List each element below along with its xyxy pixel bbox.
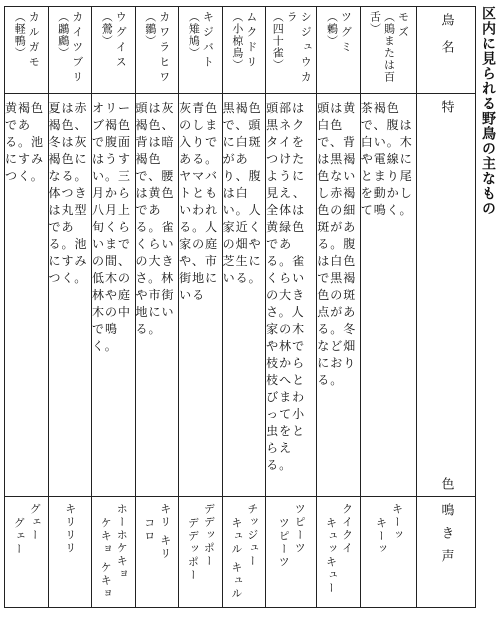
bird-voice: キーッ [374,517,388,556]
bird-voice: キリリリ [63,503,77,555]
bird-name-cell [92,7,136,94]
bird-voice: キュル キュル [229,517,243,601]
bird-feature-text: 頭は灰褐色、背は暗褐色で、腰は黄色である。雀くらいの大きさ。林や市街地にいる。 [135,101,175,336]
page-title: 区内に見られる野鳥の主なもの [480,6,496,216]
bird-feature-cell [179,94,223,497]
bird-feature-text: 黒褐色で、頭に白斑があり、腹は白い。人家近くの畑や芝生にいる。 [222,101,262,285]
header-feature: 特 [438,100,454,113]
bird-voice-cell [5,497,49,608]
bird-name-cell [5,7,49,94]
bird-feature-text: 灰青色のしま入りである。ヤマバトともいわれる。人家の庭や、市街地にいる [179,101,219,302]
header-voice-cell [417,497,476,608]
bird-voice-cell [317,497,361,608]
bird-feature-text: 頭部は黒ネクタイをつけたように見え、全体は黄緑色である。雀くらいの大きさ。人家の木や林で枝から枝へとびまわって小虫をとらえる。 [266,101,306,472]
bird-kanji-name: （軽鴨） [13,11,27,59]
bird-voice-cell [179,497,223,608]
bird-name: モズ [396,11,410,41]
bird-feature-cell [92,94,136,497]
bird-feature-text: 黄褐色である。池にすみつく。 [5,101,45,183]
bird-kanji-name: （雉鳩） [187,11,201,59]
bird-kanji-name: （鸊鷉） [56,11,70,59]
bird-voice: グェー [28,503,42,542]
bird-name-cell [266,7,317,94]
bird-voice-cell [48,497,92,608]
bird-feature-cell [266,94,317,497]
bird-voice-cell [222,497,266,608]
bird-voice: デデッポー [186,517,200,582]
bird-feature-text: 茶褐色で、腹は白い。木や電線にとまり尾を動かして鳴く。 [360,101,413,217]
bird-name-cell [48,7,92,94]
header-voice: 鳴き声 [438,503,454,572]
bird-name-cell [360,7,416,94]
bird-kanji-name: （鵙または百舌） [368,11,396,83]
bird-voice: キリ キリ [158,503,172,561]
bird-kanji-name: （鶫） [325,11,339,47]
bird-feature-text: 頭は黄白色で、背は黒褐色ないし赤褐色の細斑がある。腹は白色で黒褐色の斑点がある。冬など畑におりる。 [317,101,357,387]
bird-feature-cell [222,94,266,497]
bird-voice: ツピーツ [293,503,307,555]
bird-kanji-name: （四十雀） [271,11,285,71]
bird-voice: ツピーツ [277,517,291,569]
bird-name-cell [317,7,361,94]
bird-kanji-name: （小椋鳥） [230,11,244,71]
bird-name-cell [222,7,266,94]
bird-voice-cell [266,497,317,608]
bird-name: シジュウカラ [285,11,313,86]
bird-voice: チッジュー [245,503,259,568]
bird-voice: ホーホケキョ [115,503,129,581]
bird-feature-cell [360,94,416,497]
bird-voice-cell [360,497,416,608]
bird-feature-cell [317,94,361,497]
bird-feature-text: オリーブ褐色で腹面はうすい。三月から八月上旬くらいまでの間、低木の林や庭木の中で鳴く。 [92,101,132,353]
bird-name-cell [179,7,223,94]
bird-voice-cell [135,497,179,608]
bird-feature-text: 夏は赤褐色、冬は灰褐色になる。体つきは丸型である。池にすみつく。 [48,101,88,285]
bird-name: ウグイス [114,11,128,71]
bird-name: カルガモ [27,11,41,71]
bird-feature-cell [5,94,49,497]
bird-kanji-name: （鶸） [143,11,157,47]
bird-table [4,6,476,608]
bird-voice: デデッポー [202,503,216,568]
bird-name: カワラヒワ [157,11,171,86]
bird-name-cell [135,7,179,94]
header-name: 鳥名 [438,13,454,67]
header-name-cell [417,7,476,94]
bird-name: ムクドリ [244,11,258,71]
bird-feature-cell [48,94,92,497]
header-feature-end: 色 [438,477,454,490]
bird-voice-cell [92,497,136,608]
bird-voice: グェー [12,517,26,556]
bird-voice: クイクイ [340,503,354,555]
bird-feature-cell [135,94,179,497]
bird-kanji-name: （鶯） [100,11,114,47]
bird-voice: キュッキュー [324,517,338,595]
bird-voice: ケキョ ケキョ [99,517,113,601]
bird-voice: キーッ [390,503,404,542]
bird-name: キジバト [201,11,215,71]
header-feature-cell [417,94,476,497]
bird-voice: コロ [142,517,156,543]
bird-name: ツグミ [339,11,353,56]
bird-name: カイツブリ [70,11,84,86]
